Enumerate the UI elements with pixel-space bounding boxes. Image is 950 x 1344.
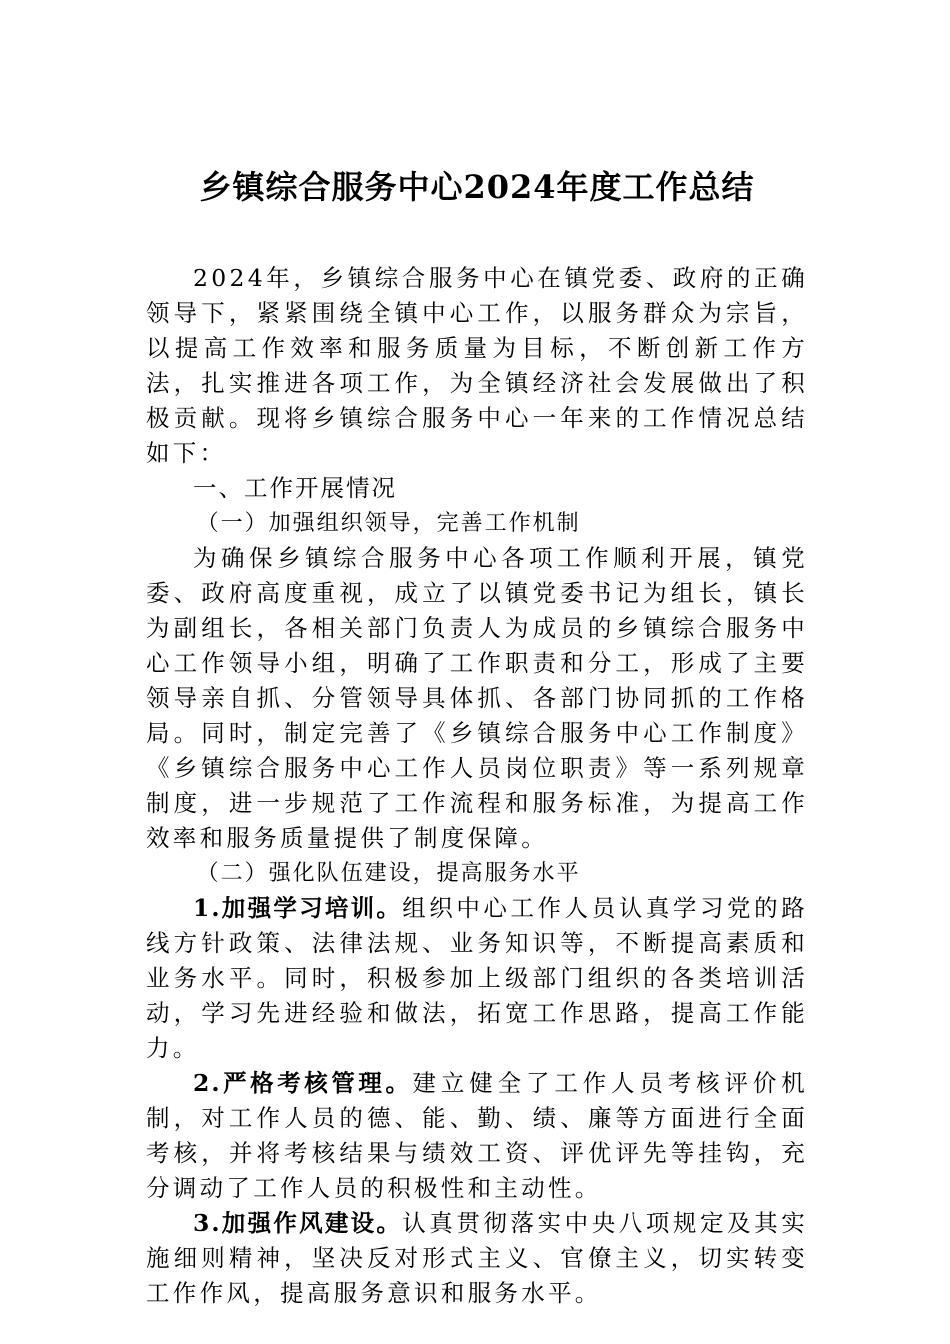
item-lead-2: 2.严格考核管理。 — [193, 1069, 413, 1097]
subsection-heading-2: （二）强化队伍建设，提高服务水平 — [196, 861, 581, 886]
item-text-2: 建立健全了工作人员考核评价机制，对工作人员的德、能、勤、绩、廉等方面进行全面考核，并将考核结果与绩效工资、评优评先等挂钩，充分调动了工作人员的积极性和主动性。 — [146, 1069, 808, 1202]
item-paragraph-3 — [146, 1206, 808, 1311]
item-paragraph-1 — [146, 891, 808, 1066]
subsection-heading-1: （一）加强组织领导，完善工作机制 — [196, 511, 581, 536]
subsection-1-paragraph: 为确保乡镇综合服务中心各项工作顺利开展，镇党委、政府高度重视，成立了以镇党委书记为组长，镇长为副组长，各相关部门负责人为成员的乡镇综合服务中心工作领导小组，明确了工作职责和分工，形成了主要领导亲自抓、分管领导具体抓、各部门协同抓的工作格局。同时，制定完善了《乡镇综合服务中心工作制度》《乡镇综合服务中心工作人员岗位职责》等一系列规章制度，进一步规范了工作流程和服务标准，为提高工作效率和服务质量提供了制度保障。 — [146, 544, 808, 852]
document-title: 乡镇综合服务中心2024年度工作总结 — [199, 168, 755, 206]
intro-paragraph: 2024年，乡镇综合服务中心在镇党委、政府的正确领导下，紧紧围绕全镇中心工作，以服务群众为宗旨，以提高工作效率和服务质量为目标，不断创新工作方法，扎实推进各项工作，为全镇经济社会发展做出了积极贡献。现将乡镇综合服务中心一年来的工作情况总结如下： — [146, 264, 808, 467]
section-heading: 一、工作开展情况 — [193, 474, 397, 502]
item-text-1: 组织中心工作人员认真学习党的路线方针政策、法律法规、业务知识等，不断提高素质和业务水平。同时，积极参加上级部门组织的各类培训活动，学习先进经验和做法，拓宽工作思路，提高工作能力。 — [146, 894, 808, 1062]
item-paragraph-2 — [146, 1066, 808, 1206]
document-content — [146, 165, 808, 1311]
item-lead-3: 3.加强作风建设。 — [193, 1209, 403, 1237]
item-lead-1: 1.加强学习培训。 — [193, 894, 403, 922]
item-text-3: 认真贯彻落实中央八项规定及其实施细则精神，坚决反对形式主义、官僚主义，切实转变工作作风，提高服务意识和服务水平。 — [146, 1209, 808, 1307]
document-body — [146, 261, 808, 1311]
